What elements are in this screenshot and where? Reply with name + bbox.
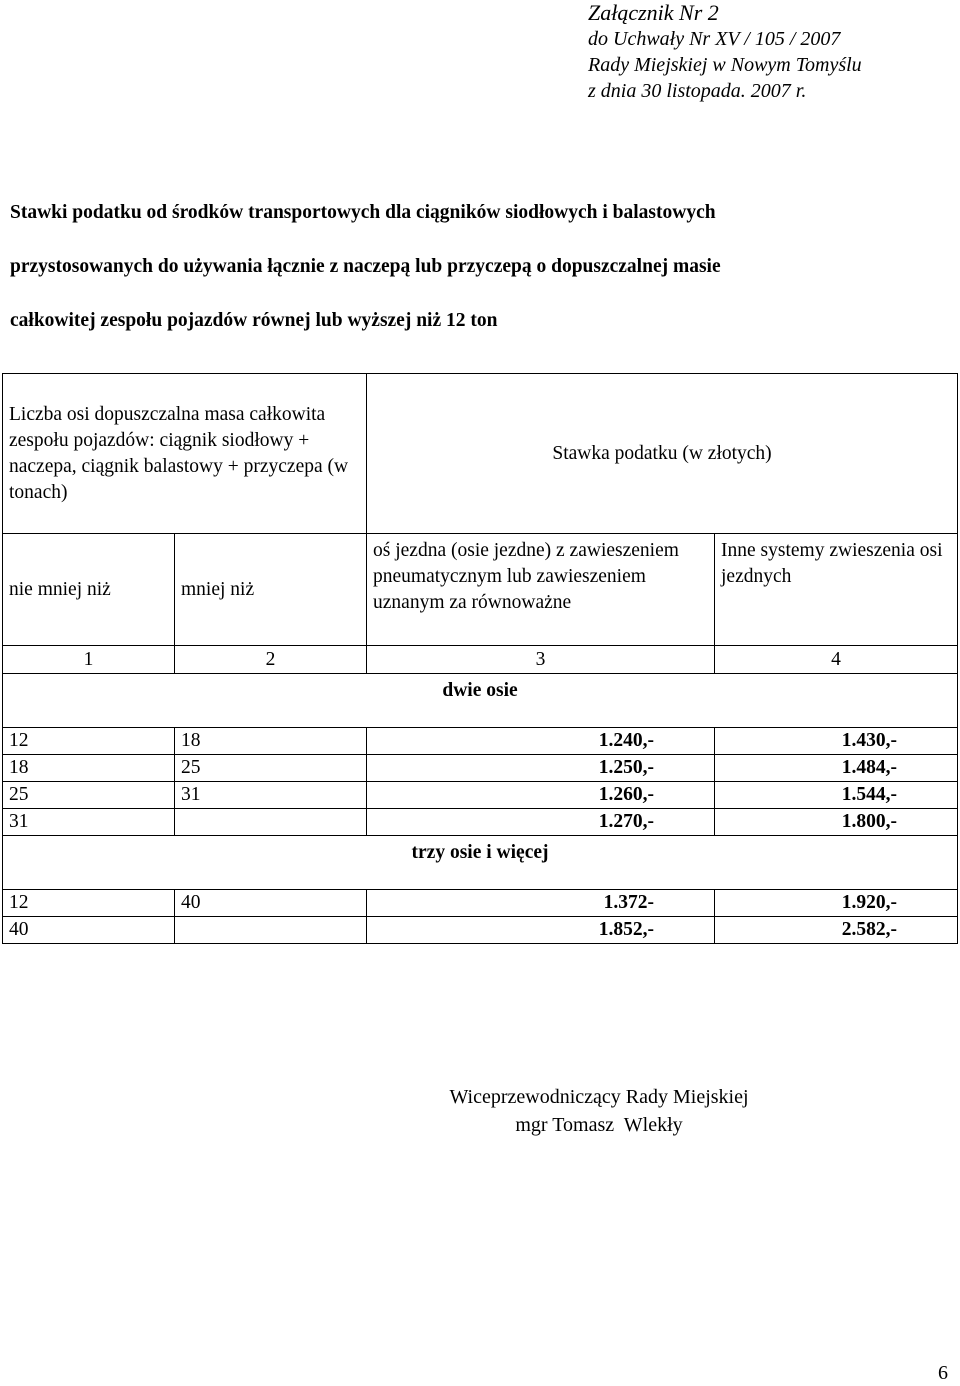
table-row [3,782,958,809]
cell-max [175,917,367,944]
table-row [3,917,958,944]
cell-min: 18 [3,755,175,782]
tax-rate-table [2,373,958,944]
page-number: 6 [938,1362,948,1384]
table-row [3,728,958,755]
annex-council: Rady Miejskiej w Nowym Tomyślu [588,54,862,76]
header-min: nie mniej niż [3,534,175,646]
annex-resolution: do Uchwały Nr XV / 105 / 2007 [588,28,841,50]
section-three-axles: trzy osie i więcej [3,836,958,890]
cell-min: 31 [3,809,175,836]
cell-other: 1.800,- [715,809,958,836]
cell-pneumatic: 1.852,- [367,917,715,944]
cell-other: 1.430,- [715,728,958,755]
title-line-2: przystosowanych do używania łącznie z naczepą lub przyczepą o dopuszczalnej masie [10,256,721,277]
cell-max [175,809,367,836]
cell-min: 25 [3,782,175,809]
col-number-1: 1 [3,646,175,674]
cell-pneumatic: 1.270,- [367,809,715,836]
signature-name: mgr Tomasz Wlekły [515,1114,683,1136]
header-tax-rate: Stawka podatku (w złotych) [367,374,958,534]
cell-max: 18 [175,728,367,755]
annex-date: z dnia 30 listopada. 2007 r. [588,80,807,102]
cell-pneumatic: 1.250,- [367,755,715,782]
header-axles-mass: Liczba osi dopuszczalna masa całkowita zespołu pojazdów: ciągnik siodłowy + naczepa, ciągnik balastowy + przyczepa (w tonach) [3,374,367,534]
cell-other: 1.484,- [715,755,958,782]
cell-pneumatic: 1.260,- [367,782,715,809]
cell-max: 25 [175,755,367,782]
cell-max: 31 [175,782,367,809]
annex-header [588,0,862,104]
title-line-3: całkowitej zespołu pojazdów równej lub wyższej niż 12 ton [10,310,498,331]
col-number-4: 4 [715,646,958,674]
header-max: mniej niż [175,534,367,646]
table-row [3,755,958,782]
cell-max: 40 [175,890,367,917]
col-number-3: 3 [367,646,715,674]
table-row [3,890,958,917]
document-title [10,186,950,348]
table-row [3,809,958,836]
cell-other: 1.544,- [715,782,958,809]
header-other: Inne systemy zwieszenia osi jezdnych [715,534,958,646]
annex-title: Załącznik Nr 2 [588,0,719,25]
cell-min: 40 [3,917,175,944]
cell-other: 2.582,- [715,917,958,944]
title-line-1: Stawki podatku od środków transportowych dla ciągników siodłowych i balastowych [10,202,716,223]
cell-pneumatic: 1.372- [367,890,715,917]
col-number-2: 2 [175,646,367,674]
section-two-axles: dwie osie [3,674,958,728]
signature-role: Wiceprzewodniczący Rady Miejskiej [449,1086,749,1108]
cell-min: 12 [3,890,175,917]
cell-pneumatic: 1.240,- [367,728,715,755]
cell-other: 1.920,- [715,890,958,917]
cell-min: 12 [3,728,175,755]
signature-block [424,1083,774,1139]
header-pneumatic: oś jezdna (osie jezdne) z zawieszeniem pneumatycznym lub zawieszeniem uznanym za równoważne [367,534,715,646]
